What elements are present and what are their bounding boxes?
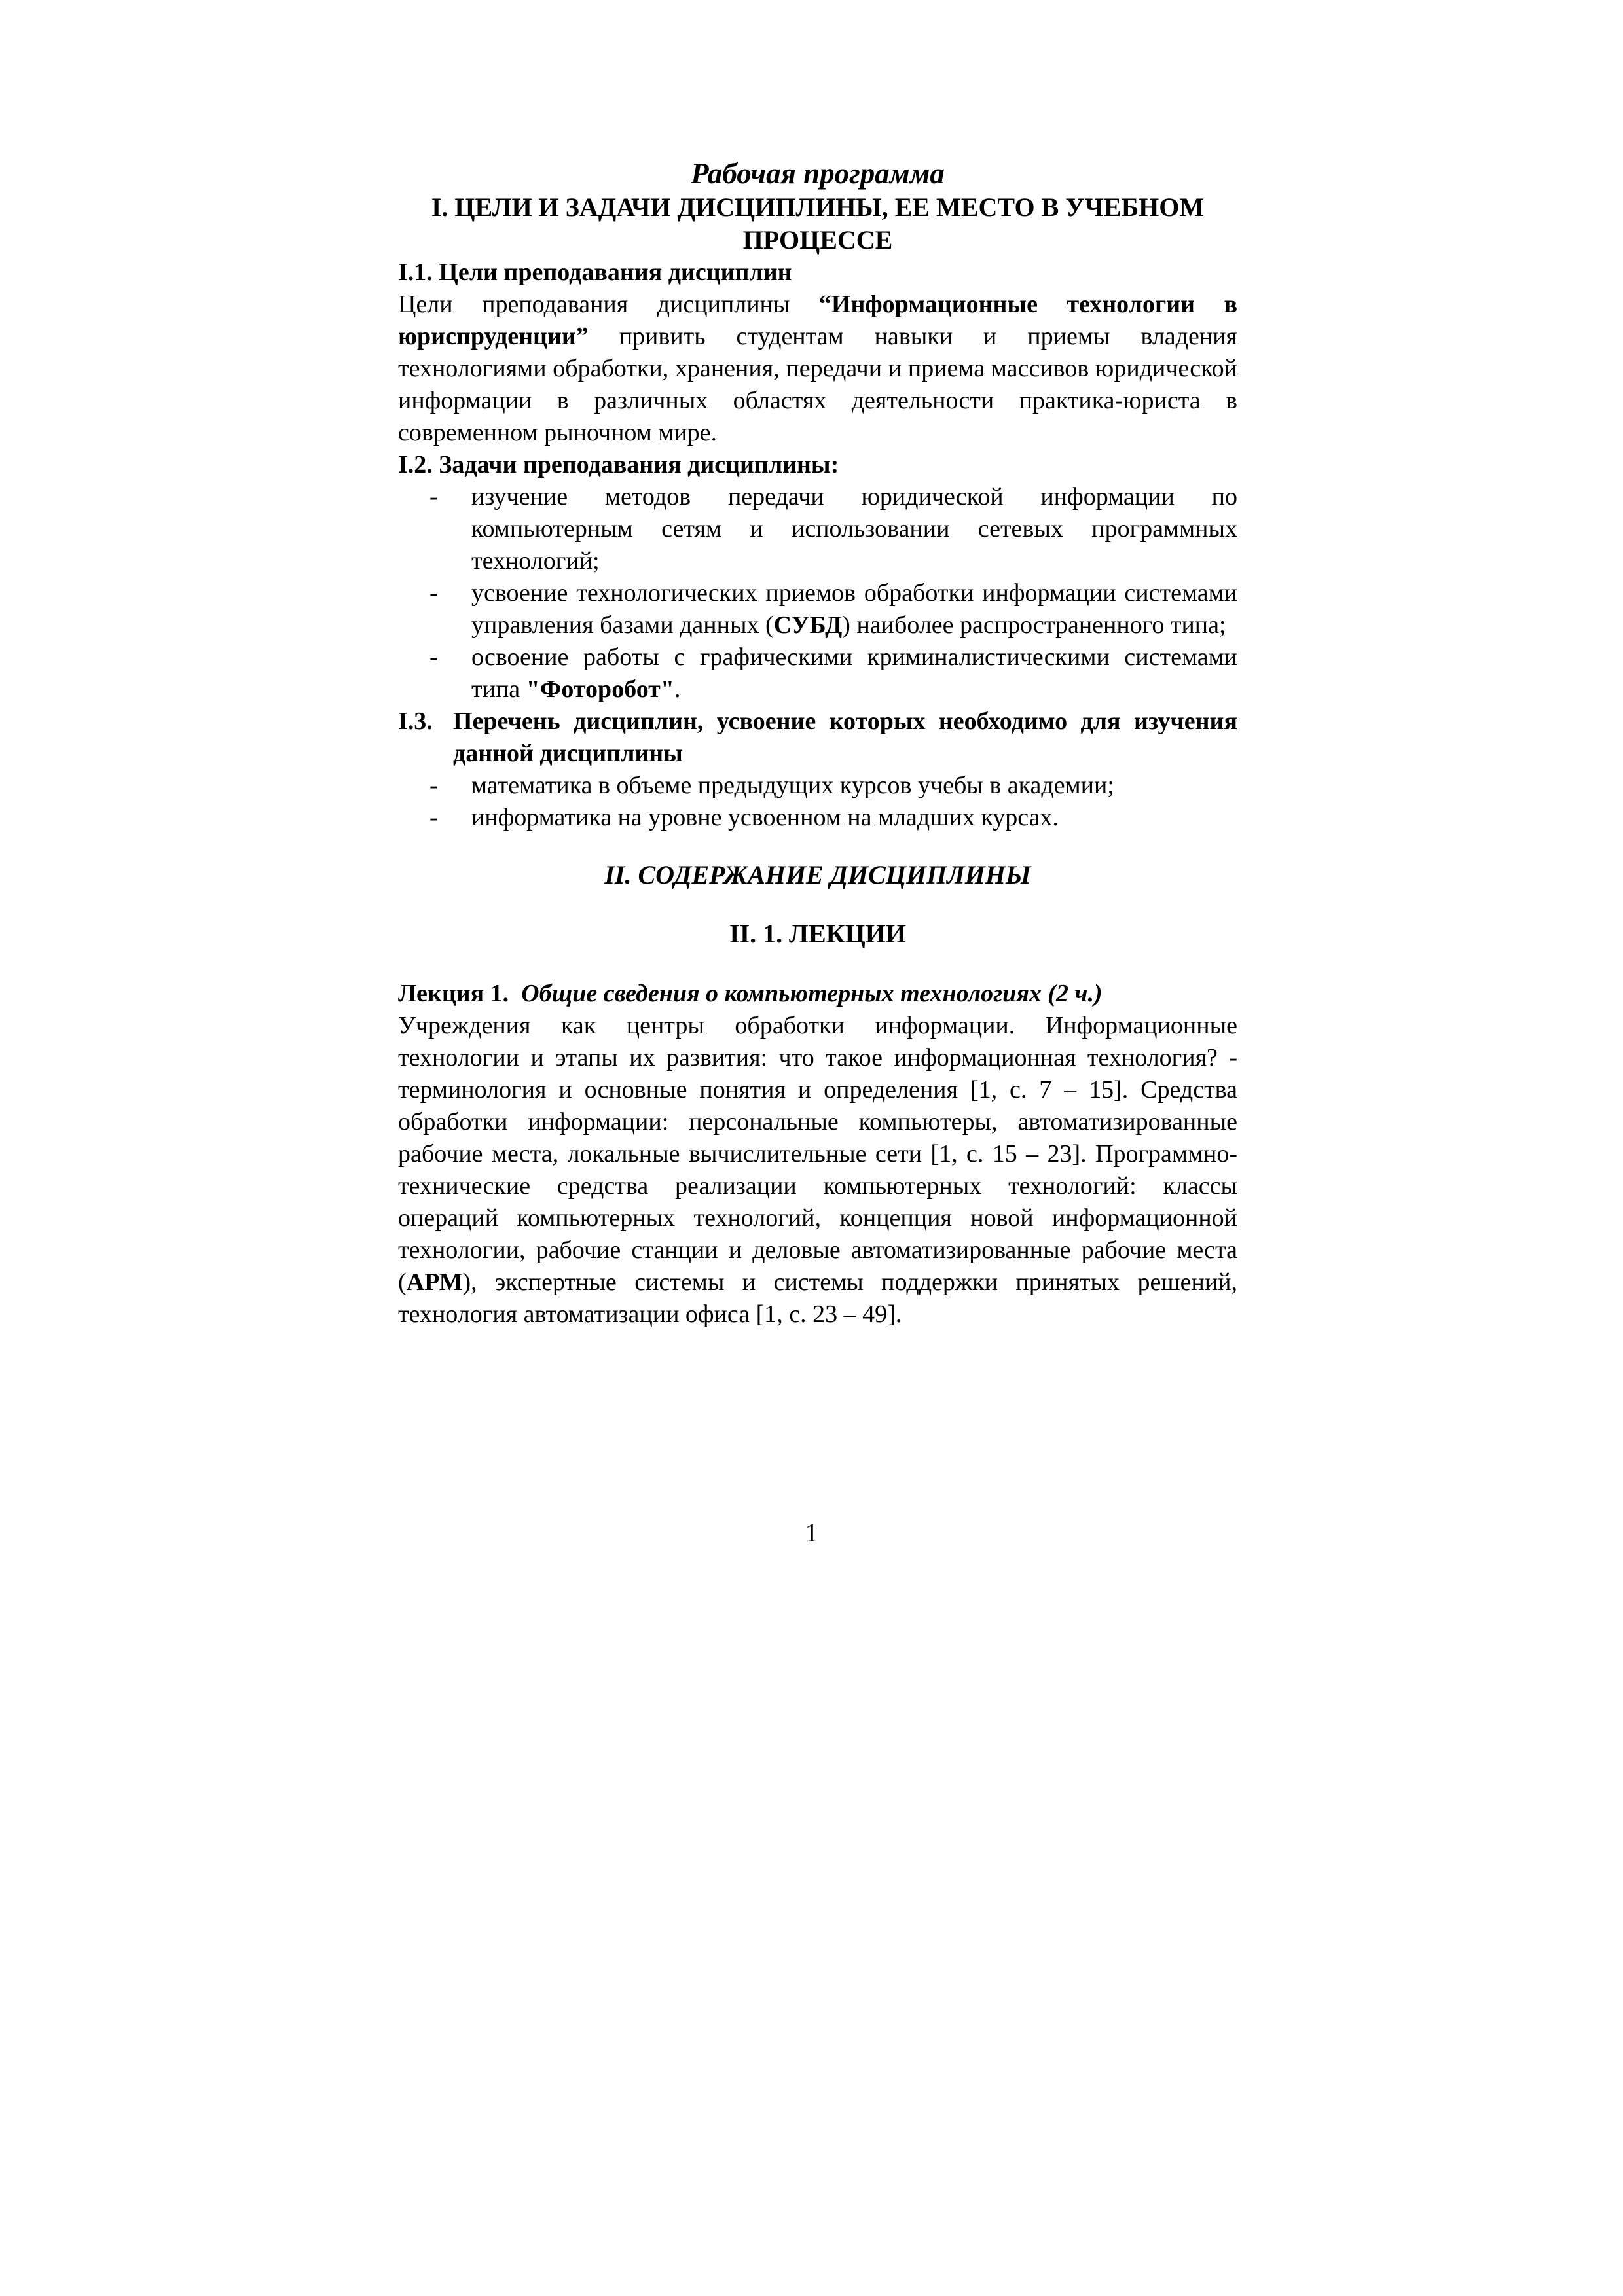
subsection-1-3-title: Перечень дисциплин, усвоение которых необходимо для изучения данной дисциплины	[453, 708, 1237, 767]
dbms-abbreviation: СУБД	[773, 611, 843, 639]
fotorobot-name: "Фоторобот"	[526, 675, 674, 703]
section-1-heading: I. ЦЕЛИ И ЗАДАЧИ ДИСЦИПЛИНЫ, ЕЕ МЕСТО В УЧЕБНОМ ПРОЦЕССЕ	[431, 192, 1205, 255]
list-item-text: информатика на уровне усвоенном на младших курсах.	[471, 804, 1059, 831]
subsection-1-1-heading: I.1. Цели преподавания дисциплин	[398, 259, 792, 286]
list-item-text: усвоение технологических приемов обработки информации системами управления базами данных (	[471, 579, 1237, 639]
goal-text-end: привить студентам навыки и приемы владения технологиями обработки, хранения, передачи и приема массивов юридической информации в различных областях деятельности практика-юриста в современном рыночном мире.	[398, 323, 1237, 446]
document-title: Рабочая программа	[691, 157, 945, 190]
list-item-text: математика в объеме предыдущих курсов учебы в академии;	[471, 772, 1114, 799]
document-page	[398, 156, 1237, 1331]
subsection-1-2-heading: I.2. Задачи преподавания дисциплины:	[398, 451, 839, 478]
lecture-1-heading	[398, 978, 1237, 1010]
dash-bullet: -	[429, 579, 438, 607]
subsection-2-1-heading: II. 1. ЛЕКЦИИ	[729, 919, 906, 948]
dash-bullet: -	[429, 804, 438, 831]
subsection-1-3-number: I.3.	[398, 708, 433, 735]
list-item-text-end: .	[674, 675, 681, 703]
list-item-text: изучение методов передачи юридической информации по компьютерным сетям и использовании сетевых программных технологий;	[471, 483, 1237, 575]
lecture-1-title: Общие сведения о компьютерных технологиях (2 ч.)	[521, 980, 1103, 1007]
list-item-text: освоение работы с графическими криминалистическими системами типа	[471, 643, 1237, 703]
tasks-list	[398, 481, 1237, 706]
arm-abbreviation: АРМ	[406, 1268, 463, 1296]
prerequisites-list	[398, 770, 1237, 834]
dash-bullet: -	[429, 643, 438, 671]
course-name: “Информационные технологии в юриспруденции”	[398, 291, 1238, 350]
list-item	[398, 577, 1237, 641]
list-item-text-end: ) наиболее распространенного типа;	[842, 611, 1226, 639]
list-item	[398, 641, 1237, 706]
lecture-1-text: Учреждения как центры обработки информации. Информационные технологии и этапы их развития: что такое информационная технология? - терминология и основные понятия и определения [1, с. 7 – 15]. Средства обработки информации: персональные компьютеры, автоматизированные рабочие места, локальные вычислительные сети [1, с. 15 – 23]. Программно-технические средства реализации компьютерных технологий: классы операций компьютерных технологий, концепция новой информационной технологии, рабочие станции и деловые автоматизированные рабочие места (	[398, 1012, 1237, 1296]
lecture-1-paragraph	[398, 1010, 1237, 1331]
section-2-heading: II. СОДЕРЖАНИЕ ДИСЦИПЛИНЫ	[604, 860, 1031, 889]
goal-text-start: Цели преподавания дисциплины	[398, 291, 819, 318]
subsection-1-3-heading	[398, 706, 1237, 770]
subsection-1-1-paragraph	[398, 289, 1237, 449]
lecture-1-text-end: ), экспертные системы и системы поддержки принятых решений, технология автоматизации офиса [1, с. 23 – 49].	[398, 1268, 1237, 1328]
dash-bullet: -	[429, 772, 438, 799]
list-item	[398, 770, 1237, 802]
dash-bullet: -	[429, 483, 438, 511]
list-item	[398, 802, 1237, 834]
page-number: 1	[805, 1518, 818, 1547]
list-item	[398, 481, 1237, 577]
lecture-1-label: Лекция 1.	[398, 980, 509, 1007]
